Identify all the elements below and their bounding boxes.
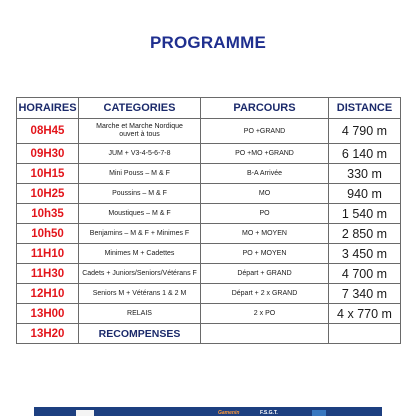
category-cell: Marche et Marche Nordique ouvert à tous [79,119,201,144]
table-row [17,244,401,264]
header-categories: CATEGORIES [79,98,201,119]
table-row [17,184,401,204]
table-row [17,119,401,144]
sponsor-logo [76,410,94,416]
course-cell: 2 x PO [201,304,329,324]
category-cell: Seniors M + Vétérans 1 & 2 M [79,284,201,304]
table-row [17,264,401,284]
header-horaires: HORAIRES [17,98,79,119]
category-cell: Benjamins – M & F + Minimes F [79,224,201,244]
category-cell: Minimes M + Cadettes [79,244,201,264]
course-cell: PO [201,204,329,224]
sponsor-logo [312,410,326,416]
category-cell: Mini Pouss – M & F [79,164,201,184]
table-row [17,224,401,244]
final-empty-cell [201,324,329,344]
time-cell: 11H10 [17,244,79,264]
table-row [17,164,401,184]
category-cell: JUM + V3-4-5-6-7-8 [79,144,201,164]
table-row [17,304,401,324]
time-cell: 09H30 [17,144,79,164]
distance-cell: 940 m [329,184,401,204]
distance-cell: 2 850 m [329,224,401,244]
course-cell: PO +GRAND [201,119,329,144]
final-time: 13H20 [17,324,79,344]
time-cell: 11H30 [17,264,79,284]
distance-cell: 3 450 m [329,244,401,264]
time-cell: 10h35 [17,204,79,224]
distance-cell: 4 790 m [329,119,401,144]
distance-cell: 6 140 m [329,144,401,164]
course-cell: MO [201,184,329,204]
page-title: PROGRAMME [149,33,267,52]
final-row [17,324,401,344]
table-header-row [17,98,401,119]
course-cell: PO +MO +GRAND [201,144,329,164]
category-cell: Moustiques – M & F [79,204,201,224]
table-row [17,284,401,304]
table-row [17,144,401,164]
time-cell: 08H45 [17,119,79,144]
final-empty-cell [329,324,401,344]
course-cell: Départ + 2 x GRAND [201,284,329,304]
time-cell: 12H10 [17,284,79,304]
distance-cell: 1 540 m [329,204,401,224]
distance-cell: 4 x 770 m [329,304,401,324]
header-distance: DISTANCE [329,98,401,119]
program-table [16,97,401,344]
time-cell: 10H15 [17,164,79,184]
distance-cell: 4 700 m [329,264,401,284]
table-row [17,204,401,224]
header-parcours: PARCOURS [201,98,329,119]
category-cell: RELAIS [79,304,201,324]
category-cell: Poussins – M & F [79,184,201,204]
sponsor-logo: F.S.G.T. [260,410,278,416]
time-cell: 10H25 [17,184,79,204]
category-cell: Cadets + Juniors/Seniors/Vétérans F [79,264,201,284]
distance-cell: 330 m [329,164,401,184]
time-cell: 10h50 [17,224,79,244]
course-cell: MO + MOYEN [201,224,329,244]
time-cell: 13H00 [17,304,79,324]
sponsor-logo: Gamenin [218,410,240,416]
distance-cell: 7 340 m [329,284,401,304]
course-cell: Départ + GRAND [201,264,329,284]
course-cell: PO + MOYEN [201,244,329,264]
course-cell: B-A Arrivée [201,164,329,184]
final-label: RECOMPENSES [79,324,201,344]
